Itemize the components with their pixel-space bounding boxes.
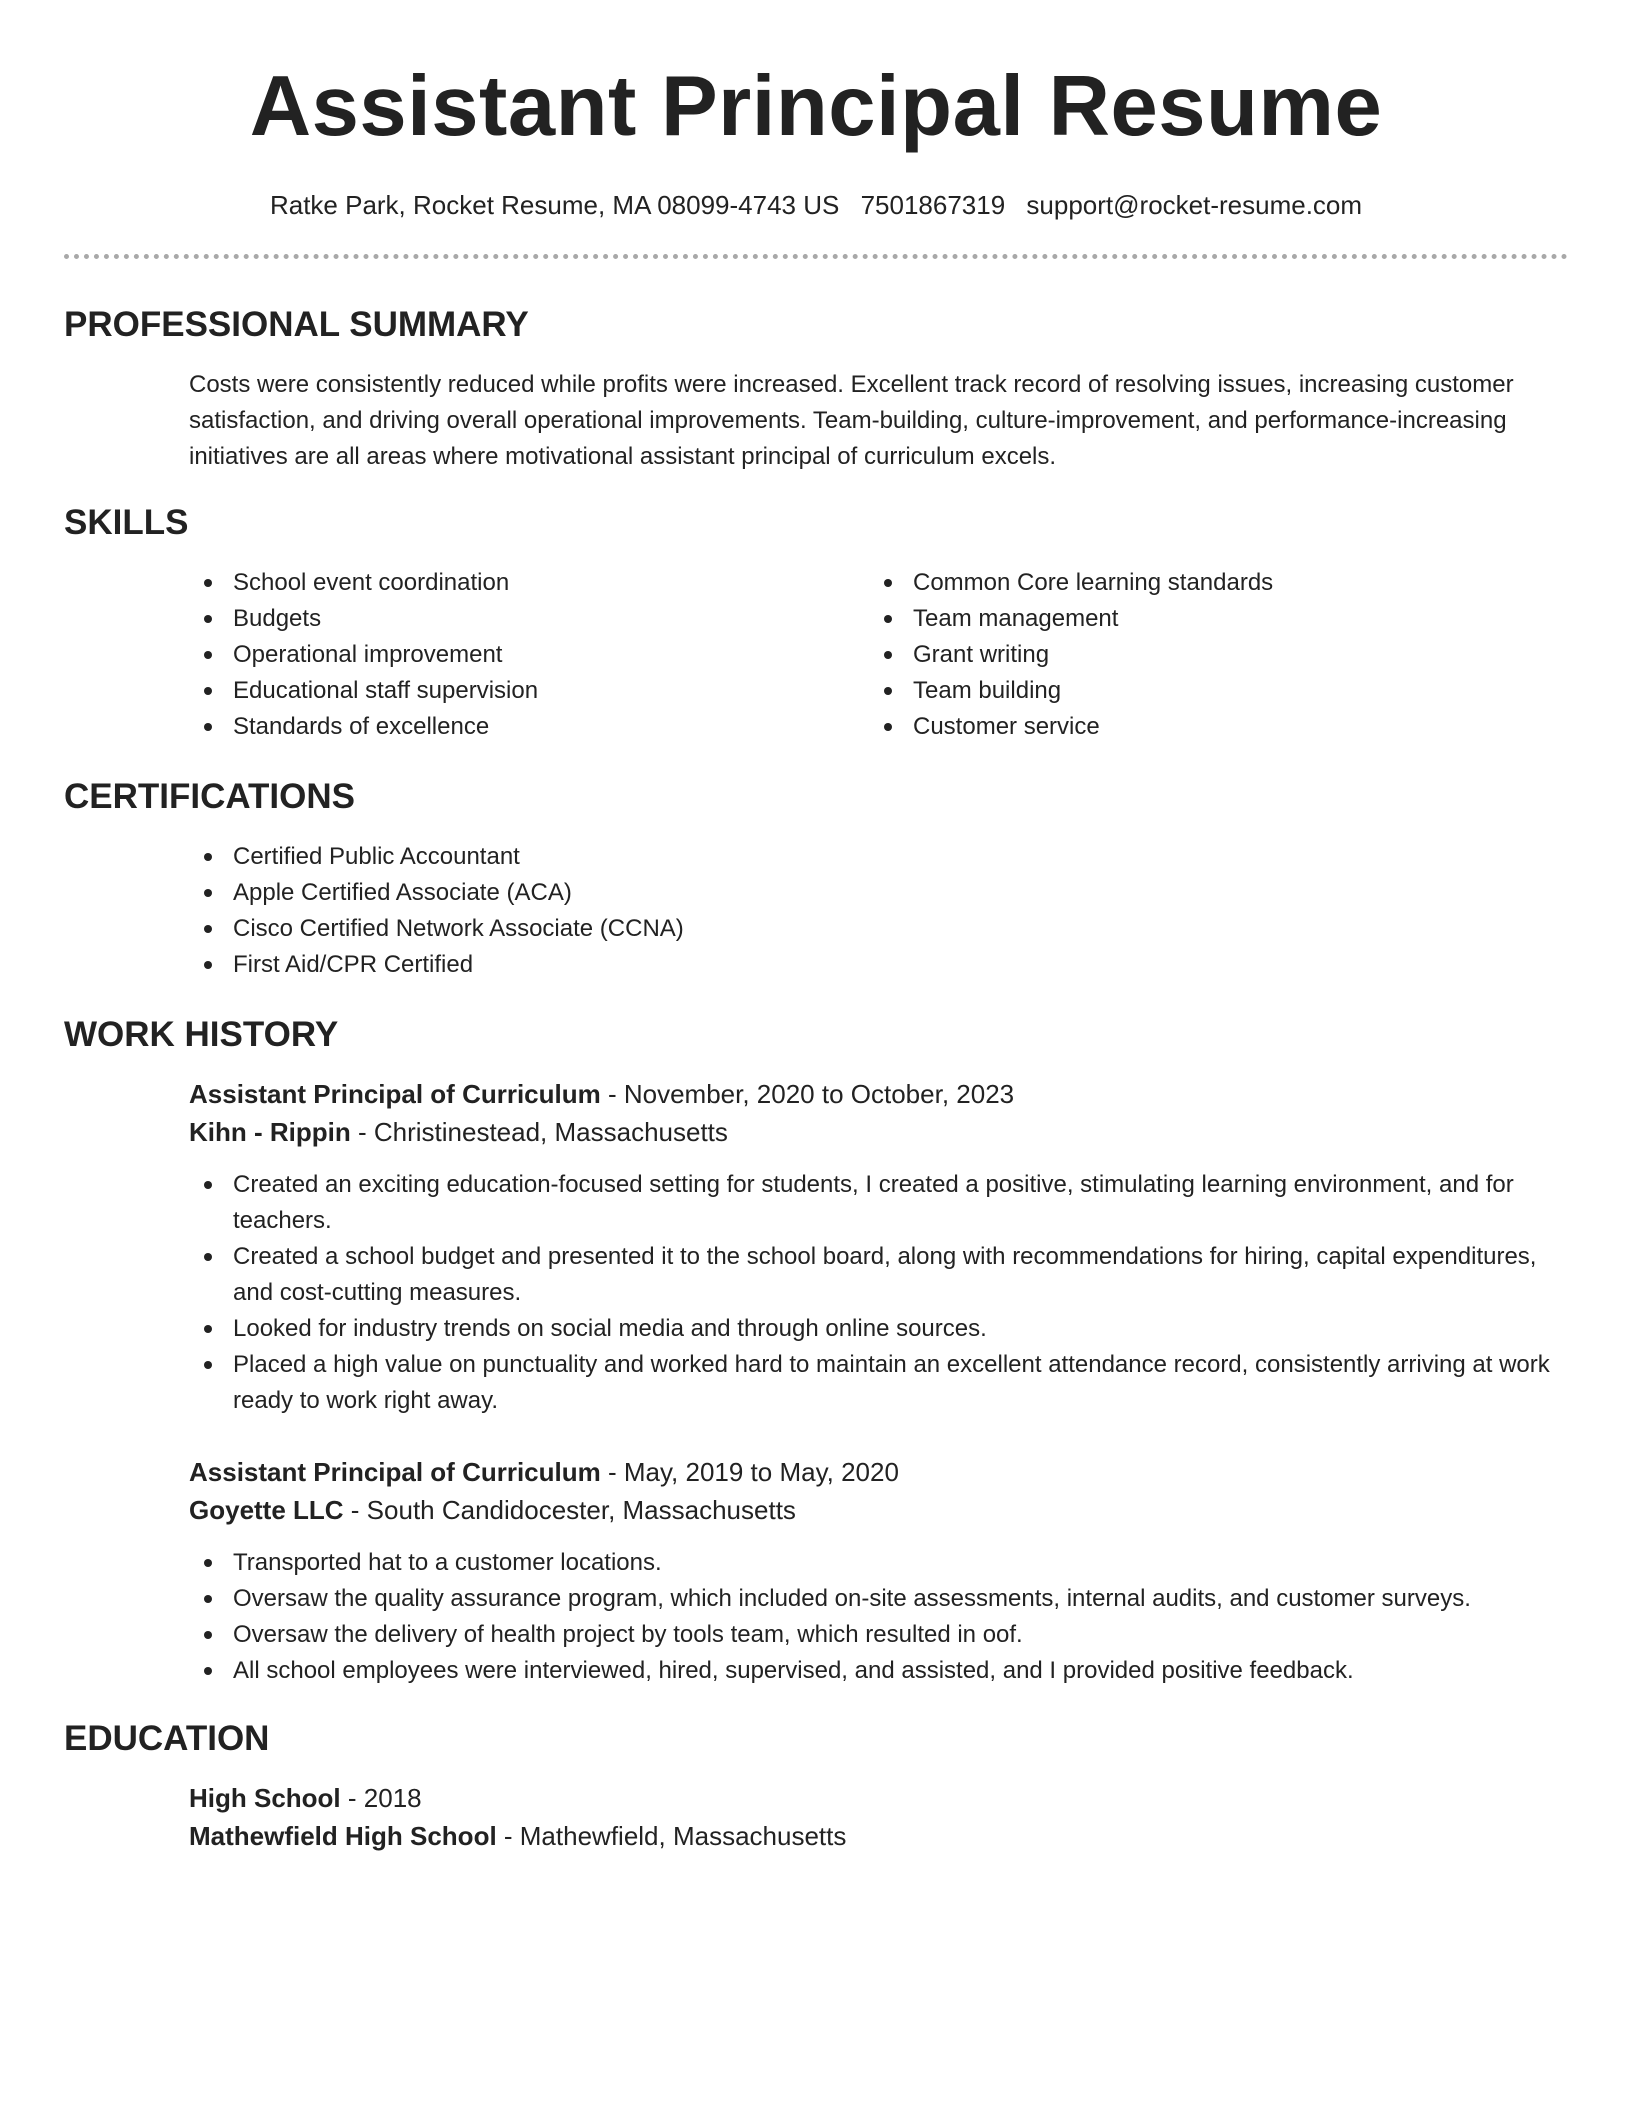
job-company-line: [189, 1491, 1568, 1529]
skills-column-left: [189, 565, 869, 745]
skill-item: Team building: [869, 673, 1549, 709]
certifications-section: [64, 775, 1568, 983]
job-bullet: Oversaw the delivery of health project by tools team, which resulted in oof.: [189, 1617, 1568, 1653]
job-bullets: [189, 1545, 1568, 1689]
skill-item: School event coordination: [189, 565, 869, 601]
skill-item: Operational improvement: [189, 637, 869, 673]
skills-list-left: [189, 565, 869, 745]
contact-line: [64, 188, 1568, 222]
certification-item: First Aid/CPR Certified: [189, 947, 1568, 983]
education-school: Mathewfield High School: [189, 1821, 497, 1851]
education-year: - 2018: [340, 1783, 422, 1813]
skill-item: Educational staff supervision: [189, 673, 869, 709]
job-company: Kihn - Rippin: [189, 1117, 351, 1147]
summary-text: Costs were consistently reduced while profits were increased. Excellent track record of resolving issues, increasing customer satisfaction, and driving overall operational improvements. Team-building, culture-improvement, and performance-increasing initiatives are all areas where motivational assistant principal of curriculum excels.: [189, 371, 1514, 470]
skill-item: Grant writing: [869, 637, 1549, 673]
job-bullet: Looked for industry trends on social media and through online sources.: [189, 1311, 1568, 1347]
job-dates: - May, 2019 to May, 2020: [600, 1457, 899, 1487]
job-bullet: Transported hat to a customer locations.: [189, 1545, 1568, 1581]
education-degree-line: [189, 1779, 1568, 1817]
job-title-line: [189, 1075, 1568, 1113]
skills-body: [189, 565, 1568, 745]
certification-item: Certified Public Accountant: [189, 839, 1568, 875]
job-entry: [189, 1075, 1568, 1419]
skill-item: Budgets: [189, 601, 869, 637]
skills-heading: SKILLS: [64, 503, 189, 542]
job-title-line: [189, 1453, 1568, 1491]
resume-page: [64, 0, 1568, 1855]
job-bullet: Placed a high value on punctuality and worked hard to maintain an excellent attendance record, consistently arriving at work ready to work right away.: [189, 1347, 1568, 1419]
header-divider: [64, 254, 1568, 259]
skill-item: Team management: [869, 601, 1549, 637]
skills-grid: [189, 565, 1568, 745]
job-location: - South Candidocester, Massachusetts: [343, 1495, 796, 1525]
job-bullet: Created a school budget and presented it to the school board, along with recommendations for hiring, capital expenditures, and cost-cutting measures.: [189, 1239, 1568, 1311]
skills-section: [64, 501, 1568, 745]
job-company-line: [189, 1113, 1568, 1151]
skills-list-right: [869, 565, 1549, 745]
education-section: [64, 1717, 1568, 1855]
skill-item: Customer service: [869, 709, 1549, 745]
certifications-heading: CERTIFICATIONS: [64, 777, 356, 816]
education-school-line: [189, 1817, 1568, 1855]
job-bullet: Created an exciting education-focused setting for students, I created a positive, stimulating learning environment, and for teachers.: [189, 1167, 1568, 1239]
education-heading: EDUCATION: [64, 1719, 270, 1758]
education-body: [189, 1779, 1568, 1855]
summary-section: [64, 303, 1568, 475]
job-bullets: [189, 1167, 1568, 1419]
contact-phone: 7501867319: [860, 190, 1006, 220]
job-company: Goyette LLC: [189, 1495, 344, 1525]
certifications-body: [189, 839, 1568, 983]
work-history-heading: WORK HISTORY: [64, 1015, 339, 1054]
job-title: Assistant Principal of Curriculum: [189, 1457, 601, 1487]
education-degree: High School: [189, 1783, 341, 1813]
job-dates: - November, 2020 to October, 2023: [600, 1079, 1015, 1109]
job-bullet: All school employees were interviewed, hired, supervised, and assisted, and I provided positive feedback.: [189, 1653, 1568, 1689]
job-title: Assistant Principal of Curriculum: [189, 1079, 601, 1109]
work-history-section: [64, 1013, 1568, 1689]
contact-email: support@rocket-resume.com: [1026, 190, 1363, 220]
summary-heading: PROFESSIONAL SUMMARY: [64, 305, 529, 344]
resume-title: Assistant Principal Resume: [249, 59, 1383, 154]
certification-item: Apple Certified Associate (ACA): [189, 875, 1568, 911]
skills-column-right: [869, 565, 1549, 745]
work-history-body: [189, 1075, 1568, 1689]
job-bullet: Oversaw the quality assurance program, which included on-site assessments, internal audits, and customer surveys.: [189, 1581, 1568, 1617]
job-entry: [189, 1453, 1568, 1689]
job-location: - Christinestead, Massachusetts: [350, 1117, 728, 1147]
summary-body: [189, 367, 1568, 475]
education-location: - Mathewfield, Massachusetts: [496, 1821, 847, 1851]
skill-item: Common Core learning standards: [869, 565, 1549, 601]
certifications-list: [189, 839, 1568, 983]
certification-item: Cisco Certified Network Associate (CCNA): [189, 911, 1568, 947]
contact-address: Ratke Park, Rocket Resume, MA 08099-4743 US: [269, 190, 840, 220]
skill-item: Standards of excellence: [189, 709, 869, 745]
